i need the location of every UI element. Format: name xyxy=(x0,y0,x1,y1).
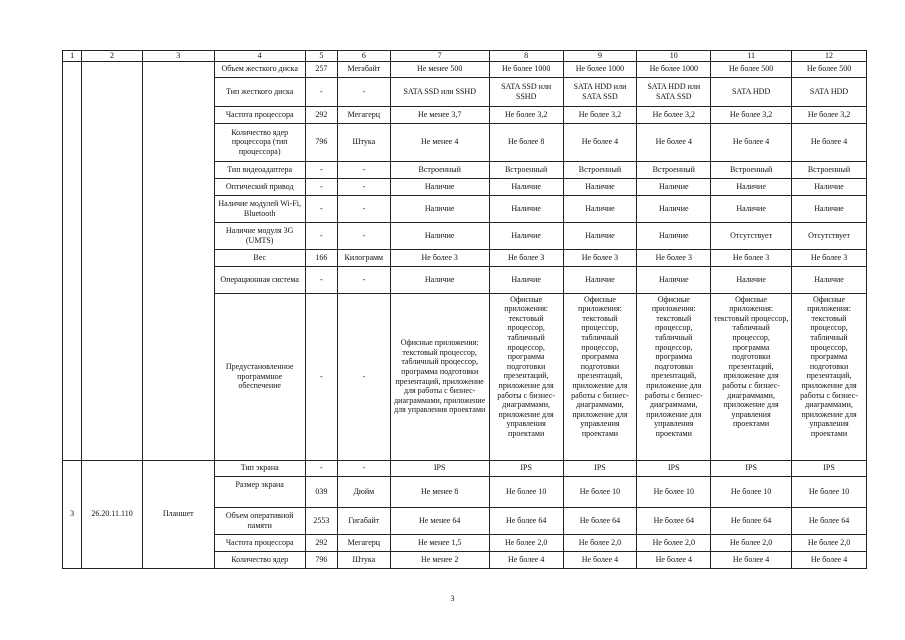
unit-name: Мегагерц xyxy=(338,534,391,551)
value-cell: Наличие xyxy=(637,222,711,249)
value-cell: IPS xyxy=(489,460,563,476)
value-cell: Не более 3,2 xyxy=(489,106,563,123)
value-cell: Не более 4 xyxy=(637,551,711,568)
value-cell: Не более 500 xyxy=(711,61,792,77)
value-cell: SATA HDD xyxy=(792,77,867,106)
characteristic-name: Количество ядер процессора (тип процессора) xyxy=(214,123,305,161)
characteristic-name: Объем жесткого диска xyxy=(214,61,305,77)
value-cell: Не менее 2 xyxy=(390,551,489,568)
value-cell: Не более 3 xyxy=(563,249,637,266)
column-number-header: 4 xyxy=(214,51,305,62)
okei-code: - xyxy=(305,161,337,178)
characteristic-name: Операционная система xyxy=(214,266,305,293)
value-cell: Офисные приложения: текстовый процессор, табличный процессор, программа подготовки презентаций, приложение для работы с бизнес-диаграммами, приложение для управления проектами xyxy=(637,293,711,460)
value-cell: Не менее 1,5 xyxy=(390,534,489,551)
value-cell: Наличие xyxy=(390,222,489,249)
characteristic-name: Частота процессора xyxy=(214,106,305,123)
value-cell: Наличие xyxy=(792,178,867,195)
value-cell: Наличие xyxy=(637,266,711,293)
value-cell: Не более 3 xyxy=(489,249,563,266)
value-cell: Не более 4 xyxy=(637,123,711,161)
value-cell: Не более 3 xyxy=(637,249,711,266)
value-cell: Не более 3 xyxy=(711,249,792,266)
column-number-header: 6 xyxy=(338,51,391,62)
value-cell: Встроенный xyxy=(563,161,637,178)
value-cell: Не менее 500 xyxy=(390,61,489,77)
value-cell: Встроенный xyxy=(637,161,711,178)
value-cell: Не более 2,0 xyxy=(637,534,711,551)
value-cell: Наличие xyxy=(637,178,711,195)
okei-code: 796 xyxy=(305,123,337,161)
value-cell: Наличие xyxy=(489,222,563,249)
okei-code: - xyxy=(305,195,337,222)
characteristic-name: Количество ядер xyxy=(214,551,305,568)
unit-name: Мегагерц xyxy=(338,106,391,123)
value-cell: Не более 3 xyxy=(792,249,867,266)
column-number-header: 1 xyxy=(63,51,82,62)
unit-name: - xyxy=(338,460,391,476)
value-cell: Не менее 8 xyxy=(390,476,489,507)
value-cell: SATA SSD или SSHD xyxy=(390,77,489,106)
okei-code: 292 xyxy=(305,106,337,123)
column-number-header: 5 xyxy=(305,51,337,62)
value-cell: Наличие xyxy=(792,266,867,293)
okei-code: 292 xyxy=(305,534,337,551)
column-number-header: 9 xyxy=(563,51,637,62)
value-cell: Наличие xyxy=(489,178,563,195)
value-cell: Не более 3,2 xyxy=(637,106,711,123)
value-cell: Не более 3,2 xyxy=(711,106,792,123)
value-cell: Офисные приложения: текстовый процессор, табличный процессор, программа подготовки презентаций, приложение для работы с бизнес-диаграммами, приложение для управления проектами xyxy=(711,293,792,460)
value-cell: Не более 64 xyxy=(489,507,563,534)
value-cell: Не более 1000 xyxy=(489,61,563,77)
unit-name: Штука xyxy=(338,123,391,161)
unit-name: - xyxy=(338,222,391,249)
value-cell: Наличие xyxy=(563,195,637,222)
value-cell: Не более 1000 xyxy=(637,61,711,77)
value-cell: Наличие xyxy=(637,195,711,222)
merged-empty-cell xyxy=(63,61,82,460)
value-cell: SATA HDD xyxy=(711,77,792,106)
unit-name: - xyxy=(338,293,391,460)
value-cell: IPS xyxy=(563,460,637,476)
value-cell: Не более 4 xyxy=(489,551,563,568)
table-row xyxy=(63,460,867,476)
value-cell: Отсутствует xyxy=(792,222,867,249)
okei-code: - xyxy=(305,266,337,293)
characteristic-name: Оптический привод xyxy=(214,178,305,195)
value-cell: Не менее 64 xyxy=(390,507,489,534)
unit-name: - xyxy=(338,178,391,195)
characteristic-name: Наличие модуля 3G (UMTS) xyxy=(214,222,305,249)
value-cell: Не более 64 xyxy=(637,507,711,534)
value-cell: Не более 3,2 xyxy=(563,106,637,123)
okei-code: 257 xyxy=(305,61,337,77)
row-number: 3 xyxy=(63,460,82,568)
value-cell: Встроенный xyxy=(792,161,867,178)
value-cell: Наличие xyxy=(563,222,637,249)
value-cell: Наличие xyxy=(711,178,792,195)
okei-code: 796 xyxy=(305,551,337,568)
unit-name: - xyxy=(338,266,391,293)
value-cell: SATA SSD или SSHD xyxy=(489,77,563,106)
value-cell: Не более 10 xyxy=(489,476,563,507)
value-cell: Не более 8 xyxy=(489,123,563,161)
okei-code: 039 xyxy=(305,476,337,507)
value-cell: Офисные приложения: текстовый процессор, табличный процессор, программа подготовки презентаций, приложение для работы с бизнес-диаграммами, приложение для управления проектами xyxy=(792,293,867,460)
table-body xyxy=(63,51,867,569)
value-cell: Не более 4 xyxy=(563,123,637,161)
value-cell: Не более 64 xyxy=(792,507,867,534)
unit-name: Дюйм xyxy=(338,476,391,507)
value-cell: Не более 2,0 xyxy=(563,534,637,551)
specification-table xyxy=(62,50,867,569)
value-cell: IPS xyxy=(711,460,792,476)
value-cell: Наличие xyxy=(390,266,489,293)
unit-name: Гигабайт xyxy=(338,507,391,534)
page-number: 3 xyxy=(450,594,455,603)
value-cell: Не более 10 xyxy=(563,476,637,507)
characteristic-name: Частота процессора xyxy=(214,534,305,551)
value-cell: Не более 3,2 xyxy=(792,106,867,123)
value-cell: Наличие xyxy=(792,195,867,222)
okpd2-code: 26.20.11.110 xyxy=(82,460,143,568)
value-cell: Наличие xyxy=(390,178,489,195)
column-number-header: 11 xyxy=(711,51,792,62)
value-cell: Наличие xyxy=(489,195,563,222)
unit-name: - xyxy=(338,161,391,178)
characteristic-name: Тип жесткого диска xyxy=(214,77,305,106)
value-cell: Встроенный xyxy=(390,161,489,178)
characteristic-name: Наличие модулей Wi-Fi, Bluetooth xyxy=(214,195,305,222)
value-cell: Не менее 4 xyxy=(390,123,489,161)
okei-code: - xyxy=(305,222,337,249)
value-cell: Не более 2,0 xyxy=(711,534,792,551)
characteristic-name: Тип видеоадаптера xyxy=(214,161,305,178)
column-number-header: 7 xyxy=(390,51,489,62)
column-number-header: 10 xyxy=(637,51,711,62)
value-cell: SATA HDD или SATA SSD xyxy=(563,77,637,106)
value-cell: Не более 4 xyxy=(711,551,792,568)
characteristic-name: Размер экрана xyxy=(214,476,305,507)
value-cell: Не более 10 xyxy=(792,476,867,507)
value-cell: Наличие xyxy=(563,266,637,293)
value-cell: Не более 500 xyxy=(792,61,867,77)
column-number-header: 2 xyxy=(82,51,143,62)
value-cell: Не менее 3,7 xyxy=(390,106,489,123)
column-number-row xyxy=(63,51,867,62)
table-row xyxy=(63,61,867,77)
value-cell: Не более 4 xyxy=(792,123,867,161)
value-cell: Отсутствует xyxy=(711,222,792,249)
value-cell: Встроенный xyxy=(711,161,792,178)
okei-code: - xyxy=(305,178,337,195)
value-cell: Не более 4 xyxy=(563,551,637,568)
value-cell: IPS xyxy=(390,460,489,476)
okei-code: - xyxy=(305,293,337,460)
column-number-header: 3 xyxy=(142,51,214,62)
unit-name: Мегабайт xyxy=(338,61,391,77)
value-cell: Не более 4 xyxy=(792,551,867,568)
value-cell: Не более 64 xyxy=(563,507,637,534)
value-cell: SATA HDD или SATA SSD xyxy=(637,77,711,106)
merged-empty-cell xyxy=(142,61,214,460)
okei-code: - xyxy=(305,460,337,476)
column-number-header: 8 xyxy=(489,51,563,62)
okei-code: 2553 xyxy=(305,507,337,534)
characteristic-name: Тип экрана xyxy=(214,460,305,476)
value-cell: Не более 10 xyxy=(711,476,792,507)
okei-code: 166 xyxy=(305,249,337,266)
product-name: Планшет xyxy=(142,460,214,568)
value-cell: Офисные приложения: текстовый процессор, табличный процессор, программа подготовки презентаций, приложение для работы с бизнес-диаграммами, приложение для управления проектами xyxy=(489,293,563,460)
value-cell: IPS xyxy=(792,460,867,476)
characteristic-name: Вес xyxy=(214,249,305,266)
characteristic-name: Предустановленное программное обеспечение xyxy=(214,293,305,460)
characteristic-name: Объем оперативной памяти xyxy=(214,507,305,534)
okei-code: - xyxy=(305,77,337,106)
value-cell: Наличие xyxy=(489,266,563,293)
value-cell: Офисные приложения: текстовый процессор, табличный процессор, программа подготовки презентаций, приложение для работы с бизнес-диаграммами, приложение для управления проектами xyxy=(390,293,489,460)
value-cell: Не более 10 xyxy=(637,476,711,507)
value-cell: Не более 2,0 xyxy=(792,534,867,551)
value-cell: Наличие xyxy=(390,195,489,222)
unit-name: Штука xyxy=(338,551,391,568)
value-cell: Не более 4 xyxy=(711,123,792,161)
merged-empty-cell xyxy=(82,61,143,460)
value-cell: Наличие xyxy=(563,178,637,195)
unit-name: - xyxy=(338,77,391,106)
value-cell: IPS xyxy=(637,460,711,476)
value-cell: Не более 64 xyxy=(711,507,792,534)
value-cell: Не более 1000 xyxy=(563,61,637,77)
value-cell: Не более 3 xyxy=(390,249,489,266)
value-cell: Встроенный xyxy=(489,161,563,178)
unit-name: - xyxy=(338,195,391,222)
value-cell: Наличие xyxy=(711,266,792,293)
value-cell: Не более 2,0 xyxy=(489,534,563,551)
column-number-header: 12 xyxy=(792,51,867,62)
value-cell: Наличие xyxy=(711,195,792,222)
unit-name: Килограмм xyxy=(338,249,391,266)
value-cell: Офисные приложения: текстовый процессор, табличный процессор, программа подготовки презентаций, приложение для работы с бизнес-диаграммами, приложение для управления проектами xyxy=(563,293,637,460)
